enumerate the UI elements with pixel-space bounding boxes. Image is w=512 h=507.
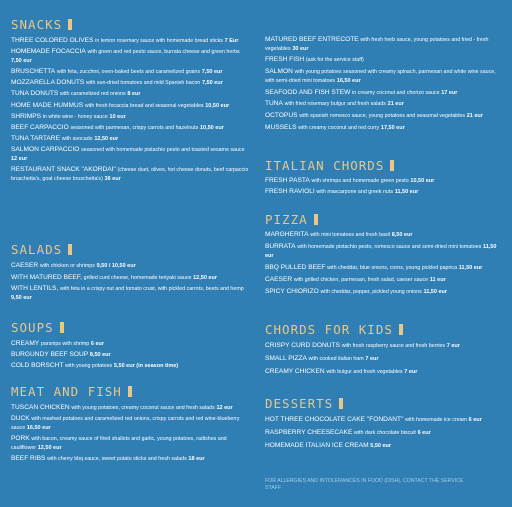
menu-item-description: with fresh herb sauce, young potatoes and fried - fresh vegetables: [265, 37, 489, 52]
menu-item-name: BEEF RIBS: [11, 454, 46, 462]
menu-item-description: with homemade ice cream: [405, 417, 467, 423]
menu-item: [265, 89, 503, 98]
menu-item: [265, 36, 503, 53]
menu-item: [11, 404, 251, 413]
menu-item-description: with sun-dried tomatoes and mild Spanish bacon: [85, 80, 201, 87]
menu-item: [11, 37, 251, 46]
menu-item-price: 11,50 eur: [265, 243, 497, 259]
menu-item-price: 10,50 eur: [205, 102, 230, 109]
menu-item-name: TUNA DONUTS: [11, 90, 59, 98]
menu-item-price: 8,50 eur: [89, 352, 111, 359]
menu-item-name: CAESER: [11, 262, 39, 269]
menu-item-name: RESTAURANT SNACK "AKORDAI": [11, 166, 116, 174]
menu-item: [11, 362, 251, 371]
menu-item: [11, 351, 251, 360]
menu-item-description: in creamy coconut and chorizo sauce: [352, 89, 440, 96]
menu-item-price: 21 eur: [387, 101, 404, 108]
section-title: [265, 212, 503, 227]
menu-item-price: 11,50 eur: [423, 288, 448, 295]
menu-item-name: TUNA: [265, 100, 283, 108]
menu-item-name: BEEF CARPACCIO: [11, 123, 69, 131]
menu-item-price: 21 eur: [466, 113, 483, 120]
section-title-text: SALADS: [11, 242, 63, 257]
menu-item: [11, 146, 251, 163]
menu-item: [11, 135, 251, 144]
menu-item-name: SPICY CHIORIZO: [265, 287, 319, 295]
menu-item-name: FRESH RAVIOLI: [265, 188, 315, 196]
menu-item-description: parsnips with shrimp: [40, 341, 90, 347]
menu-item-price: 36 eur: [104, 175, 121, 182]
menu-item-price: 16,50 eur: [26, 424, 51, 431]
menu-item: [11, 285, 251, 302]
menu-item-name: CRISPY CURD DONUTS: [265, 342, 340, 349]
section-divider-mark: [339, 398, 343, 409]
menu-item: [265, 68, 503, 85]
menu-item-name: HOME MADE HUMMUS: [11, 101, 84, 109]
menu-item-name: MATURED BEEF ENTRECOTE: [265, 36, 359, 43]
menu-item-description: with chicken or shrimps: [39, 263, 95, 269]
menu-item: [11, 68, 251, 77]
menu-item-price: 7 eur: [404, 368, 418, 375]
menu-item: [265, 276, 503, 285]
menu-item-description: with avocado: [61, 136, 93, 143]
menu-item: [11, 166, 251, 183]
menu-item-description: with caramelized red onions: [59, 91, 126, 98]
menu-item-description: with mascarpone and greek nuts: [316, 189, 393, 196]
menu-item-price: 5,50 eur (in season time): [113, 363, 179, 370]
section-pizza: [265, 212, 503, 300]
menu-item-price: 8 eur: [127, 91, 141, 98]
menu-item: [265, 288, 503, 297]
menu-item-price: 7,50 eur: [201, 68, 223, 75]
menu-item: [11, 48, 251, 65]
menu-item-price: 11,50 eur: [394, 189, 419, 196]
section-snacks: [11, 17, 251, 186]
menu-item-price: 12 eur: [11, 155, 28, 162]
section-salads: [11, 242, 251, 305]
section-divider-mark: [399, 324, 403, 335]
menu-item-price: 6 eur: [90, 341, 105, 347]
section-title-text: DESSERTS: [265, 396, 334, 411]
menu-item-description: seasoned with homemade pistachio pesto and toasted sesame sauce: [81, 147, 245, 154]
menu-item-description: with young potatoes, creamy coconut sauce and fresh salads: [71, 405, 215, 411]
menu-item: [265, 100, 503, 109]
menu-item-name: BRUSCHETTA: [11, 67, 56, 75]
menu-item-price: 12,50 eur: [37, 444, 62, 451]
menu-item-price: 17 eur: [441, 89, 458, 96]
menu-item-name: DUCK: [11, 415, 30, 423]
menu-item-name: RASPBERRY CHEESECAKE: [265, 428, 353, 436]
menu-item-price: 12 eur: [216, 405, 233, 411]
menu-item-price: 10,50 eur: [199, 124, 224, 131]
menu-item-price: 11,50 eur: [458, 264, 483, 271]
menu-item-price: 9,50 / 10,50 eur: [96, 263, 136, 269]
menu-item-price: 10,50 eur: [410, 178, 435, 184]
section-title: [11, 384, 251, 399]
menu-item-description: in white wine - honey sauce: [42, 113, 108, 120]
menu-item: [11, 90, 251, 99]
menu-item-description: with dark chocolate biscuit: [354, 429, 416, 436]
section-title: [11, 320, 251, 335]
menu-item: [265, 342, 503, 351]
menu-item: [265, 124, 503, 133]
menu-item-description: with feta, zucchini, oven-baked beets and caramelized grains: [56, 68, 201, 75]
menu-item-description: with cheddar, blue onions, corns, young pickled paprica: [327, 264, 458, 271]
menu-item: [265, 56, 503, 65]
menu-item: [11, 79, 251, 88]
menu-item-name: WITH MATURED BEEF,: [11, 273, 82, 281]
menu-item: [11, 102, 251, 111]
menu-item: [11, 262, 251, 271]
menu-item-description: with fried rosemary bulgur and fresh salads: [284, 101, 386, 108]
menu-item-name: BURGUNDY BEEF SOUP: [11, 351, 89, 359]
section-title: [265, 158, 503, 173]
menu-item-price: 17,50 eur: [380, 124, 405, 131]
menu-item-description: seasoned with parmesan, crispy carrots and hazelnuts: [70, 124, 199, 131]
menu-item-description: with fresh focaccia bread and seasonal vegetables: [84, 102, 204, 109]
menu-item: [11, 124, 251, 133]
menu-item-description: with mashed potatoes and caramelized red onions, crispy carrots and red wine-blueberry sauce: [11, 416, 240, 431]
menu-item-name: MOZZARELLA DONUTS: [11, 79, 85, 87]
menu-item-description: with creamy coconut and red curry: [298, 124, 380, 131]
menu-item: [265, 243, 503, 260]
section-divider-mark: [390, 160, 394, 171]
section-divider-mark: [68, 19, 72, 30]
menu-item: [265, 112, 503, 121]
menu-item-price: 16,50 eur: [336, 77, 361, 84]
menu-item-name: BBQ PULLED BEEF: [265, 263, 326, 271]
menu-item-name: SALMON: [265, 68, 293, 76]
menu-item-name: TUNA TARTARE: [11, 135, 60, 143]
menu-item-name: CREAMY: [11, 340, 40, 347]
section-divider-mark: [60, 322, 64, 333]
section-title: [265, 322, 503, 337]
menu-item: [265, 416, 503, 425]
menu-item-description: (cheese duet, olives, hot cheese donuts, beef carpaccio bruschetta's, goat cheese bruschetta's): [11, 167, 249, 182]
menu-item-name: COLD BORSCHT: [11, 362, 64, 370]
menu-item: [11, 274, 251, 283]
menu-item-name: MARGHERITA: [265, 231, 309, 238]
menu-item: [265, 355, 503, 364]
menu-item-description: with young potatoes seasoned with creamy spinach, parmesan and white wine sauce, with semi-dried mini tomatoes: [265, 69, 496, 84]
section-title: [265, 396, 503, 411]
menu-item: [11, 340, 251, 349]
menu-item-description: with cheddar, pepper, pickled young onions: [320, 288, 422, 295]
menu-item: [265, 231, 503, 240]
menu-item-name: TUSCAN CHICKEN: [11, 404, 70, 411]
section-title-text: SNACKS: [11, 17, 63, 32]
menu-item-name: HOMEMADE ITALIAN ICE CREAM: [265, 441, 369, 449]
menu-item-description: with bacon, creamy sauce of fried shallots and garlic, young potatoes, radishes and cauliflower: [11, 435, 227, 451]
section-title-text: CHORDS FOR KIDS: [265, 322, 393, 337]
menu-item-price: 8,50 eur: [391, 232, 413, 238]
menu-item-name: PORK: [11, 434, 30, 442]
section-italian-chords: [265, 158, 503, 199]
menu-item-name: FRESH PASTA: [265, 177, 310, 184]
menu-item-description: with cherry bbq sauce, sweet potato sticks and fresh salads: [47, 455, 187, 462]
menu-item: [265, 264, 503, 273]
menu-item: [265, 368, 503, 377]
menu-item-price: 7,50 eur: [201, 80, 223, 87]
menu-item: [265, 429, 503, 438]
menu-item-price: 6 eur: [468, 417, 482, 423]
menu-item-name: SEAFOOD AND FISH STEW: [265, 88, 351, 96]
menu-item-description: with green and red pesto sauce, burrata cheese and green herbs: [87, 49, 240, 56]
menu-item: [265, 177, 503, 186]
section-desserts: [265, 396, 503, 455]
menu-item-name: WITH LENTILS,: [11, 285, 59, 293]
allergy-note: FOR ALLERGIES AND INTOLERANCES IN FOOD (DISH), CONTACT THE SERVICE STAFF: [265, 478, 464, 491]
menu-item-price: 10 eur: [109, 113, 126, 120]
menu-item-description: with fresh raspberry sauce and fresh berries: [341, 343, 446, 349]
menu-item-name: FRESH FISH: [265, 56, 305, 64]
section-meat-and-fish: [11, 384, 251, 466]
section-title-text: PIZZA: [265, 212, 308, 227]
menu-item-name: OCTOPUS: [265, 112, 298, 120]
menu-item-price: 7,50 eur: [11, 57, 32, 64]
section-continued: [265, 36, 503, 136]
menu-item: [11, 435, 251, 452]
menu-item-description: with mini tomatoes and fresh basil: [310, 232, 390, 238]
section-title: [11, 17, 251, 32]
menu-item-name: SHRIMPS: [11, 112, 42, 120]
menu-item-description: with cooked italian ham: [308, 355, 364, 362]
menu-item-price: 12,50 eur: [193, 274, 217, 281]
menu-item-name: THREE COLORED OLIVES: [11, 37, 94, 44]
menu-item-description: with spanish romesco sauce, young potatoes and seasonal vegetables: [299, 113, 465, 120]
section-soups: [11, 320, 251, 374]
menu-item-name: HOT THREE CHOCOLATE CAKE "FONDANT": [265, 416, 404, 423]
menu-item: [11, 415, 251, 432]
menu-item-price: 11 eur: [429, 276, 446, 283]
menu-item-description: in lemon rosemary sauce with homemade bread sticks: [95, 38, 223, 44]
menu-item-description: with bulgur and fresh vegetables: [326, 368, 403, 375]
menu-item-price: 7 eur: [446, 343, 460, 349]
menu-item-price: 5,50 eur: [370, 442, 392, 449]
section-title-text: SOUPS: [11, 320, 54, 335]
menu-item-name: CAESER: [265, 275, 293, 283]
menu-item-name: SMALL PIZZA: [265, 354, 307, 362]
menu-item-price: 6 eur: [417, 429, 431, 436]
menu-item-description: with homemade pistachio pesto, romesco sauce and semi-dried mini tomatoes: [297, 243, 482, 250]
menu-item-name: CREAMY CHICKEN: [265, 367, 325, 375]
menu-item-description: with feta in a crispy nut and tomato crust, with pickled carrots, beets and hemp: [59, 286, 244, 293]
menu-item-description: with young potatoes: [65, 363, 113, 370]
menu-item-price: 12,50 eur: [94, 136, 119, 143]
menu-item-name: BURRATA: [265, 242, 296, 250]
menu-item: [11, 455, 251, 464]
section-divider-mark: [68, 244, 72, 255]
section-chords-for-kids: [265, 322, 503, 381]
menu-item-price: 9,50 eur: [11, 294, 32, 301]
section-title-text: MEAT AND FISH: [11, 384, 122, 399]
section-title-text: ITALIAN CHORDS: [265, 158, 385, 173]
menu-item-price: 7 Eur: [224, 38, 239, 44]
menu-item: [11, 113, 251, 122]
menu-item-name: MUSSELS: [265, 123, 297, 131]
menu-item: [265, 442, 503, 451]
section-divider-mark: [314, 214, 318, 225]
menu-item-price: 7 eur: [365, 355, 379, 362]
section-title: [11, 242, 251, 257]
menu-item: [265, 188, 503, 197]
menu-item-price: 30 eur: [292, 45, 309, 52]
menu-item-description: grilled curd cheese, homemade teriyaki sauce: [83, 274, 192, 281]
menu-item-name: HOMEMADE FOCACCIA: [11, 48, 86, 56]
menu-item-name: SALMON CARPACCIO: [11, 146, 80, 154]
menu-item-description: (ask for the service staff): [305, 57, 364, 64]
section-divider-mark: [128, 386, 132, 397]
menu-item-description: with grilled chicken, parmesan, fresh salad, caeser sauce: [293, 276, 429, 283]
menu-item-price: 18 eur: [188, 455, 205, 462]
menu-item-description: with shrimps and homemade green pesto: [311, 178, 409, 184]
